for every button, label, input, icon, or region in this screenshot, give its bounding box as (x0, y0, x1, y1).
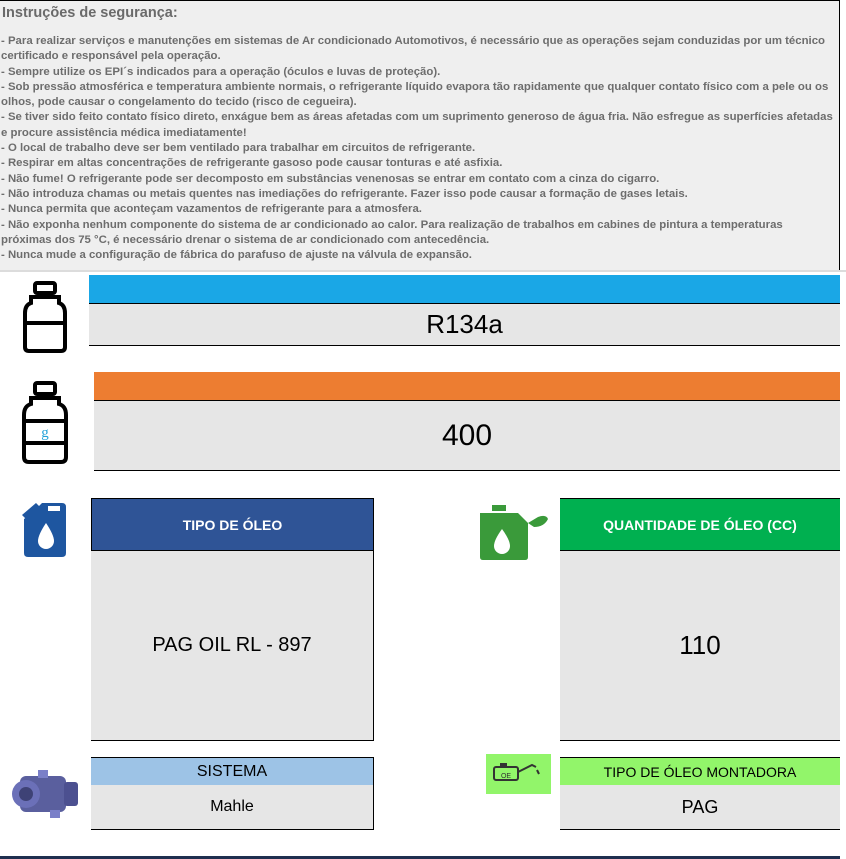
safety-line: - Nunca mude a configuração de fábrica do parafuso de ajuste na válvula de expansão. (1, 249, 472, 262)
refrigerant-bar (89, 275, 840, 303)
system-value-box (91, 785, 374, 830)
gram-bottle-icon (22, 381, 68, 465)
oil-canister-icon (22, 501, 68, 557)
compressor-icon (10, 768, 82, 820)
oem-oil-header (560, 757, 840, 785)
charge-value-box (94, 400, 840, 471)
svg-text:g: g (41, 425, 49, 441)
charge-bar (94, 372, 840, 400)
oil-quantity-value-box (560, 551, 840, 741)
charge-value: 400 (441, 418, 493, 452)
oil-type-value-box (91, 551, 374, 741)
oil-quantity-value: 110 (679, 630, 721, 660)
oem-oil-label: TIPO DE ÓLEO MONTADORA (603, 763, 797, 780)
oil-quantity-label: QUANTIDADE DE ÓLEO (CC) (603, 516, 797, 533)
oil-type-header (91, 498, 374, 551)
oil-can-pour-icon (476, 505, 548, 560)
system-value: Mahle (210, 798, 254, 815)
safety-line: - Sob pressão atmosférica e temperatura ambiente normais, o refrigerante líquido evapora tão rapidamente que qualquer contato físico com a pele ou os olhos, pode causar o congelamento do tecido (risco de cegueira). (1, 80, 829, 109)
oil-quantity-header (560, 498, 840, 551)
safety-lines (1, 34, 833, 263)
refrigerant-value: R134a (426, 309, 503, 339)
oem-oil-value-box (560, 785, 840, 830)
oil-type-label: TIPO DE ÓLEO (182, 516, 283, 533)
safety-line: - Não fume! O refrigerante pode ser decomposto em substâncias venenosas se entrar em contato com a cinza do cigarro. (1, 172, 660, 185)
safety-line: - Se tiver sido feito contato físico direto, enxágue bem as áreas afetadas com um suprimento generoso de água fria. Não esfregue as superfícies afetadas e procure assistência médica imediatamente! (1, 111, 833, 139)
safety-line: - Sempre utilize os EPI´s indicados para a operação (óculos e luvas de proteção). (1, 65, 441, 78)
system-label: SISTEMA (196, 762, 268, 780)
system-header (91, 757, 374, 785)
refrigerant-value-box (89, 303, 840, 346)
section-divider (0, 270, 846, 272)
safety-line: - Não exponha nenhum componente do sistema de ar condicionado ao calor. Para realização de trabalhos em cabines de pintura a temperaturas próximas dos 75 °C, é necessário drenar o sistema de ar condicionado com antecedência. (1, 218, 783, 246)
safety-line: - Para realizar serviços e manutenções em sistemas de Ar condicionado Automotivos, é necessário que as operações sejam conduzidas por um técnico certificado e responsável pela operação. (1, 35, 826, 63)
safety-title: Instruções de segurança: (2, 5, 178, 21)
safety-instructions-panel (0, 0, 840, 270)
safety-line: - Nunca permita que aconteçam vazamentos de refrigerante para a atmosfera. (1, 203, 422, 216)
safety-line: - Respirar em altas concentrações de refrigerante gasoso pode causar tonturas e até asfixia. (1, 157, 503, 170)
oem-oil-value: PAG (681, 796, 719, 817)
refrigerant-bottle-icon (22, 281, 68, 353)
oil-type-value: PAG OIL RL - 897 (152, 634, 312, 656)
safety-line: - Não introduza chamas ou metais quentes nas imediações do refrigerante. Fazer isso pode causar a formação de gases letais. (1, 187, 688, 200)
svg-text:OE: OE (500, 773, 512, 780)
oe-oil-can-icon (486, 754, 551, 794)
safety-line: - O local de trabalho deve ser bem ventilado para trabalhar em circuitos de refrigerante. (1, 142, 476, 155)
